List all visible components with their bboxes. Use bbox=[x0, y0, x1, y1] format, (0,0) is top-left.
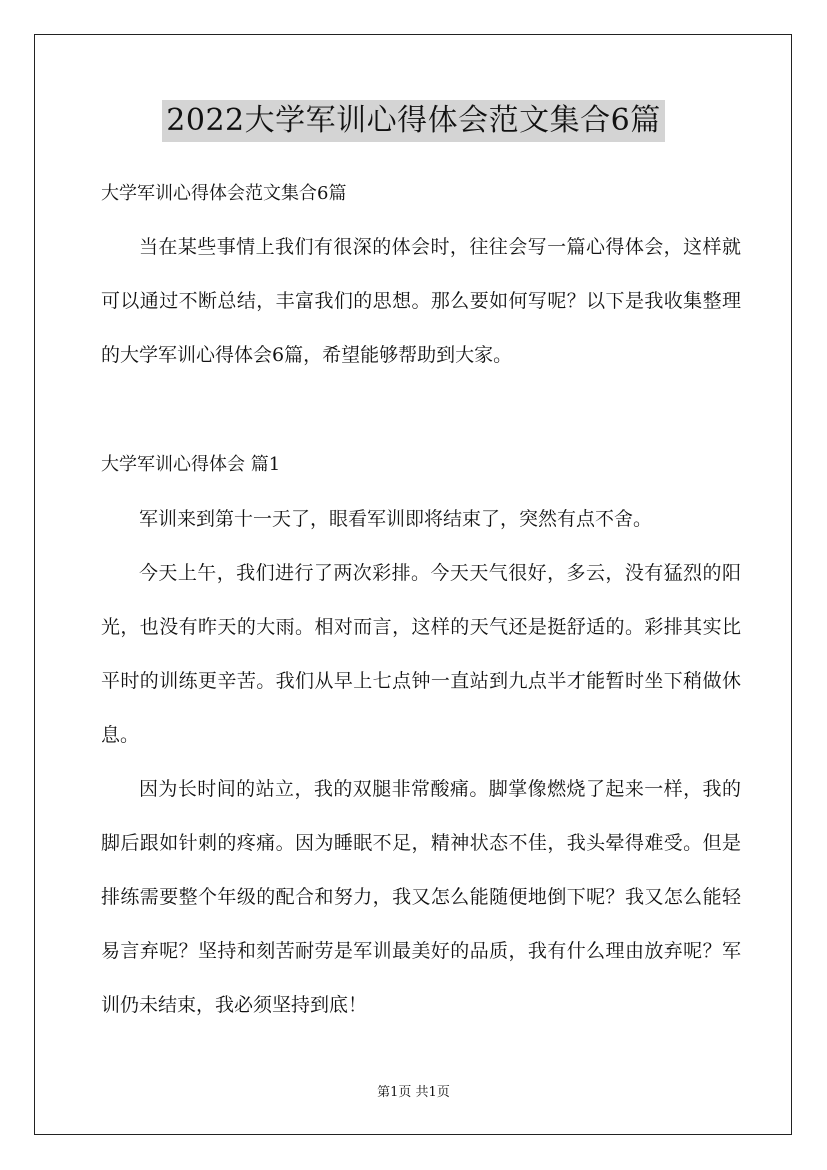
intro-paragraph: 当在某些事情上我们有很深的体会时，往往会写一篇心得体会，这样就可以通过不断总结，丰富我们的思想。那么要如何写呢？以下是我收集整理的大学军训心得体会6篇，希望能够帮助到大家。 bbox=[101, 236, 741, 366]
document-title: 2022大学军训心得体会范文集合6篇 bbox=[162, 100, 664, 142]
section-heading: 大学军训心得体会 篇1 bbox=[101, 454, 281, 475]
document-subtitle: 大学军训心得体会范文集合6篇 bbox=[101, 183, 347, 204]
body-paragraph-3: 因为长时间的站立，我的双腿非常酸痛。脚掌像燃烧了起来一样，我的脚后跟如针刺的疼痛。因为睡眠不足，精神状态不佳，我头晕得难受。但是排练需要整个年级的配合和努力，我又怎么能随便地倒下呢？我又怎么能轻易言弃呢？坚持和刻苦耐劳是军训最美好的品质，我有什么理由放弃呢？军训仍未结束，我必须坚持到底！ bbox=[101, 778, 741, 1016]
body-paragraph-2: 今天上午，我们进行了两次彩排。今天天气很好，多云，没有猛烈的阳光，也没有昨天的大雨。相对而言，这样的天气还是挺舒适的。彩排其实比平时的训练更辛苦。我们从早上七点钟一直站到九点半才能暂时坐下稍做休息。 bbox=[101, 562, 741, 746]
body-paragraph-1: 军训来到第十一天了，眼看军训即将结束了，突然有点不舍。 bbox=[139, 508, 653, 530]
page-footer: 第1页 共1页 bbox=[377, 1085, 450, 1100]
title-container bbox=[0, 100, 827, 142]
